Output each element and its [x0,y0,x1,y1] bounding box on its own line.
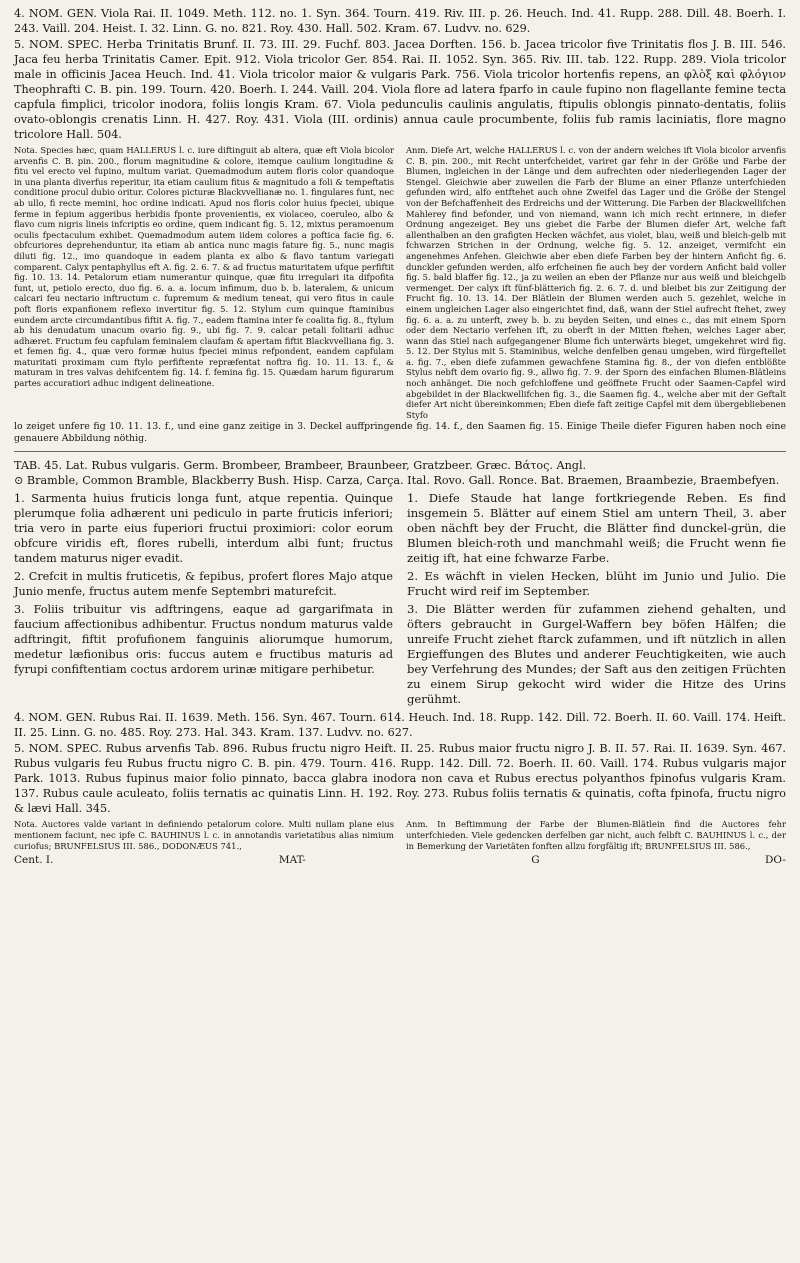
nom-gen-viola: 4. NOM. GEN. Viola Rai. II. 1049. Meth. 112. no. 1. Syn. 364. Tourn. 419. Riv. III. p. 26. Heuch. Ind. 41. Rupp. 288. Dill. 48. Boerh. I. 243. Vaill. 204. Heist. I. 32. Linn. G. no. 821. Roy. 430. Hall. 502. Kram. 67. Ludvv. no. 629. [14,7,786,35]
tab-45-vernacular-names: ⊙ Bramble, Common Bramble, Blackberry Bush. Hisp. Carza, Carça. Ital. Rovo. Gall. Ronce. Bat. Braemen, Braambezie, Braembefyen. [14,474,780,488]
german-paragraph-3: 3. Die Blätter werden für zufammen ziehend gehalten, und öfters gebraucht in Gurgel-Waffern bey böfen Hälfen; die unreife Frucht ziehet ftarck zufammen, und ift nützlich in allen Ergieffungen des Blutes und anderer Feuchtigkeiten, wie auch bey Verfehrung des Mundes; der Saft aus den zeitigen Früchten zu einem Sirup gekocht wird wider die Hitze des Urins gerühmt. [407,602,786,707]
tab-45-heading: TAB. 45. Lat. Rubus vulgaris. Germ. Brombeer, Brambeer, Braunbeer, Gratzbeer. Græc. Βάτος. Angl. [14,459,587,473]
anmerkung2-german: Anm. In Beftimmung der Farbe der Blumen-Blätlein find die Auctores fehr unterfchieden. Viele gedencken derfelben gar nicht, auch felbft C. BAUHINUS l. c., der in Bemerkung der Varietäten fonften allzu forgfältig ift; BRUNFELSIUS III. 586., [406,819,786,851]
nom-spec-viola: 5. NOM. SPEC. Herba Trinitatis Brunf. II. 73. III. 29. Fuchf. 803. Jacea Dorften. 156. b. Jacea tricolor five Trinitatis flos J. B. III. 546. Jaca feu herba Trinitatis Camer. Epit. 912. Viola tricolor Ger. 854. Rai. II. 1052. Syn. 365. Riv. III. tab. 122. Rupp. 289. Viola tricolor male in officinis Jacea Heuch. Ind. 41. Viola tricolor maior & vulgaris Park. 756. Viola tricolor hortenfis repens, an φλὸξ καὶ φλόγιον Theophrafti C. B. pin. 199. Tourn. 420. Boerh. I. 244. Vaill. 204. Viola flore ad latera fparfo in caule fupino non flagellante femine tecta capfula fimplici, tricolor inodora, foliis longis Kram. 67. Viola pedunculis caulinis angulatis, ftipulis oblongis pinnato-dentatis, foliis ovato-oblongis crenatis Linn. H. 427. Roy. 431. Viola (III. ordinis) annua caule procumbente, foliis fub ramis laciniatis, flore magno tricolore Hall. 504. [14,38,786,141]
paragraph-pair-3 [14,602,786,707]
nota-german-column [406,145,786,420]
nota-columns [14,145,786,420]
paragraph-pair-2 [14,569,786,599]
nom-spec-rubus: 5. NOM. SPEC. Rubus arvenfis Tab. 896. Rubus fructu nigro Heift. II. 25. Rubus maior fructu nigro J. B. II. 57. Rai. II. 1639. Syn. 467. Rubus vulgaris feu Rubus fructu nigro C. B. pin. 479. Tourn. 416. Rupp. 142. Dill. 72. Boerh. II. 60. Vaill. 174. Rubus vulgaris major Park. 1013. Rubus fupinus maior folio pinnato, bacca glabra inodora non cava et Rubus erectus polyanthos fpinofus vulgaris Kram. 137. Rubus caule aculeato, foliis ternatis ac quinatis Linn. H. 192. Roy. 273. Rubus foliis ternatis & quinatis, cofta fpinofa, fructu nigro & lævi Hall. 345. [14,742,786,816]
latin-paragraph-1: 1. Sarmenta huius fruticis longa funt, atque repentia. Quinque plerumque folia adhærent uni pediculo in parte fruticis inferiori; tria vero in parte eius fuperiori fructui proximiori: color eorum obfcure viridis eft, flores rubelli, interdum albi funt; fructus tandem maturus niger evadit. [14,492,393,566]
nota2-german-column [406,819,786,851]
nota-latin: Nota. Species hæc, quam HALLERUS l. c. iure diftinguit ab altera, quæ eft Viola bicolor arvenfis C. B. pin. 200., florum magnitudine & colore, itemque caulium longitudine & fitu vel erecto vel fupino, multum variat. Quemadmodum autem floris color quandoque in una planta diverfus reperitur, ita etiam caulium fitus & magnitudo a foli & tempeftatis conditione procul dubio oritur. Colores picturæ Blackvvellianæ no. 1. fingulares funt, nec ab ullo, fi recte memini, hoc ordine indicati. Apud nos floris color huius fpeciei, ubique ferme in fepium aggeribus herbidis fponte provenientis, ex violaceo, coeruleo, albo & flavo cum nigris lineis infcriptis eo ordine, quem indicant fig. 5. 12, mixtus peramoenum oculis fpectaculum exhibet. Quemadmodum autem iidem colores a poftica facie fig. 6. obfcuriores deprehenduntur, ita etiam ab antica nunc magis fature fig. 5., nunc magis diluti fig. 12., imo quandoque in eadem planta ex albo & flavo tantum variegati comparent. Calyx pentaphyllus eft A. fig. 2. 6. 7. & ad fructus maturitatem ufque perfiftit fig. 10. 13. 14. Petalorum etiam numerantur quinque, quæ fitu irregulari ita difpofita funt, ut, petiolo erecto, duo fig. 6. a. a. locum infimum, duo b. b. lateralem, & unicum calcari feu nectario inftructum c. fupremum & medium teneat, qui vero fitus in caule poft floris expanfionem reflexo invertitur fig. 5. 12. Stylum cum quinque ftaminibus eundem arcte circumdantibus fiftit A. fig. 7., eadem ftamina inter fe coalita fig. 8., ftylum ab his denudatum unacum ovario fig. 9., ubi fig. 7. 9. calcar petali folitarii adhuc adhæret. Fructum feu capfulam feminalem claufam & apertam fiftit Blackvvelliana fig. 3. et femen fig. 4., quæ vero formæ huius fpeciei minus refpondent, eandem capfulam maturitati proximam cum ftylo perfiftente repræfentat noftra fig. 10. 11. 13. f., & maturam in tres valvas dehifcentem fig. 14. f. femina fig. 15. Quædam harum figurarum partes accuratiori adhuc indigent delineatione. [14,145,394,389]
signature-mark: Cent. I. [14,854,54,867]
german-paragraph-1: 1. Diefe Staude hat lange fortkriegende Reben. Es find insgemein 5. Blätter auf einem Stiel am untern Theil, 3. aber oben nächft bey der Frucht, die Blätter find dunckel-grün, die Blumen bleich-roth und manchmahl weiß; die Frucht wenn fie zeitig ift, hat eine fchwarze Farbe. [407,491,786,566]
nom-gen-rubus: 4. NOM. GEN. Rubus Rai. II. 1639. Meth. 156. Syn. 467. Tourn. 614. Heuch. Ind. 18. Rupp. 142. Dill. 72. Boerh. II. 60. Vaill. 174. Heift. II. 25. Linn. G. no. 485. Roy. 273. Hal. 343. Kram. 137. Ludvv. no. 627. [14,711,786,740]
paragraph-pair-1 [14,491,786,566]
anmerkung-continuation: lo zeiget unfere fig 10. 11. 13. f., und eine ganz zeitige in 3. Deckel auffpringende fig. 14. f., den Saamen fig. 15. Einige Theile diefer Figuren haben noch eine genauere Abbildung nöthig. [14,421,786,445]
anmerkung-german: Anm. Diefe Art, welche HALLERUS l. c. von der andern welches ift Viola bicolor arvenfis C. B. pin. 200., mit Recht unterfcheidet, variret gar fehr in der Größe und Farbe der Blumen, ingleichen in der Länge und dem aufrechten oder niederliegenden Lager der Stengel. Gleichwie aber zuweilen die Farb der Blume an einer Pflanze unterfchieden gefunden wird, alfo entftehet auch ohne Zweifel das Lager und die Größe der Stengel von der Befchaffenheit des Erdreichs und der Witterung. Die Farben der Blackwellifchen Mahlerey find befonder, und von niemand, wann ich mich recht erinnere, in diefer Ordnung angezeiget. Bey uns giebet die Farbe der Blumen diefer Art, welche faft allenthalben an den grafigten Hecken wächfet, aus violet, blau, weiß und bleich-gelb mit fchwarzen Strichen in der Ordnung, welche fig. 5. 12. anzeiget, vermifcht ein angenehmes Anfehen. Gleichwie aber eben diefe Farben bey der hintern Anficht fig. 6. dunckler gefunden werden, alfo erfcheinen fie auch bey der vordern Anficht bald voller fig. 5. bald blaffer fig. 12., ja zu weilen an eben der Pflanze nur aus weiß und bleichgelb vermenget. Der calyx ift fünf-blätterich fig. 2. 6. 7. d. und bleibet bis zur Zeitigung der Frucht fig. 10. 13. 14. Der Blätlein der Blumen werden auch 5. gezehlet, welche in einem ungleichen Lager also eingerichtet find, daß, wann der Stiel aufrecht ftehet, zwey fig. 6. a. a. zu unterft, zwey b. b. zu beyden Seiten, und eines c., das mit einem Sporn oder dem Nectario verfehen ift, zu oberft in der Mitten ftehen, welches Lager aber, wann das Stiel nach aufgegangener Blume fich unterwärts bieget, umgekehret wird fig. 5. 12. Der Stylus mit 5. Staminibus, welche denfelben genau umgeben, wird fürgeftellet a. fig. 7., eben diefe zufammen gewachfene Stamina fig. 8., der von diefen entblößte Stylus nebft dem ovario fig. 9., allwo fig. 7. 9. der Sporn des einfachen Blumen-Blätleins noch anhänget. Die noch gefchloffene und geöffnete Frucht oder Saamen-Capfel wird abgebildet in der Blackwellifchen fig. 3., die Saamen fig. 4., welche aber mit der Geftalt diefer Art nicht übereinkommen; Eben diefe faft zeitige Capfel mit dem übergebliebenen Styfo [406,145,786,420]
page-footer [14,854,786,867]
nota-latin-column [14,145,394,420]
catchword-left: MAT- [278,854,306,867]
latin-paragraph-3: 3. Foliis tribuitur vis adftringens, eaque ad gargarifmata in faucium affectionibus adhibentur. Fructus nondum maturus valde adftringit, fiftit profufionem fanguinis aliorumque humorum, medetur læfionibus oris: fuccus autem e fructibus maturis ad fyrupi confiftentiam coctus ardorem urinæ mitigare perhibetur. [14,603,393,677]
nota2-latin: Nota. Auctores valde variant in definiendo petalorum colore. Multi nullam plane eius mentionem faciunt, nec ipfe C. BAUHINUS l. c. in annotandis varietatibus alias nimium curiofus; BRUNFELSIUS III. 586., DODONÆUS 741., [14,819,394,851]
parallel-paragraphs [14,491,786,707]
section-divider [14,451,786,452]
gathering-letter: G [531,854,540,867]
german-paragraph-2: 2. Es wächft in vielen Hecken, blüht im Junio und Julio. Die Frucht wird reif im September. [407,569,786,599]
latin-paragraph-2: 2. Crefcit in multis fruticetis, & fepibus, profert flores Majo atque Junio menfe, fructus autem menfe Septembri maturefcit. [14,570,393,599]
nota2-latin-column [14,819,394,851]
catchword-right: DO- [765,854,786,867]
nota2-columns [14,819,786,851]
